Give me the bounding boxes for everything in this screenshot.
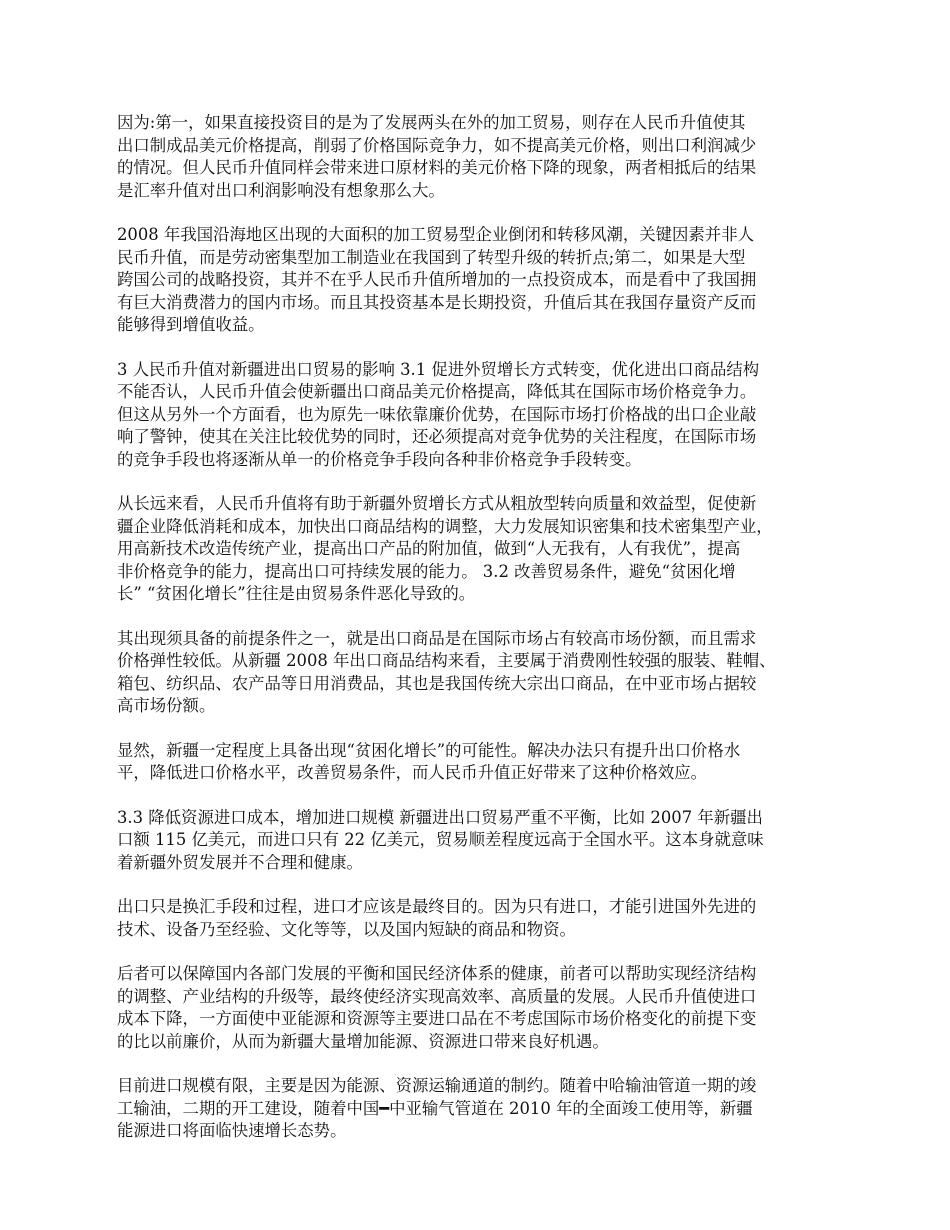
paragraph-8: 出口只是换汇手段和过程，进口才应该是最终目的。因为只有进口，才能引进国外先进的 技术、设备乃至经验、文化等等，以及国内短缺的商品和物资。 <box>117 897 757 939</box>
paragraph-4: 从长远来看，人民币升值将有助于新疆外贸增长方式从粗放型转向质量和效益型，促使新 疆企业降低消耗和成本，加快出口商品结构的调整，大力发展知识密集和技术密集型产业， 用高新技术改造传统产业，提高出口产品的附加值，做到“人无我有，人有我优”，提高 非价格竞争的能力，提高出口可持续发展的能力。 3.2 改善贸易条件，避免“贫困化增 长” “贫困化增长”往往是由贸易条件恶化导致的。 <box>117 494 773 603</box>
paragraph-10: 目前进口规模有限，主要是因为能源、资源运输通道的制约。随着中哈输油管道一期的竣 工输油，二期的开工建设，随着中国━中亚输气管道在 2010 年的全面竣工使用等，新疆 能源进口将面临快速增长态势。 <box>117 1076 757 1140</box>
paragraph-1: 因为:第一，如果直接投资目的是为了发展两头在外的加工贸易，则存在人民币升值使其 出口制成品美元价格提高，削弱了价格国际竞争力，如不提高美元价格，则出口利润减少 的情况。但人民币升值同样会带来进口原材料的美元价格下降的现象，两者相抵后的结果 是汇率升值对出口利润影响没有想象那么大。 <box>117 113 757 200</box>
paragraph-5: 其出现须具备的前提条件之一，就是出口商品是在国际市场占有较高市场份额，而且需求 价格弹性较低。从新疆 2008 年出口商品结构来看，主要属于消费刚性较强的服装、鞋帽、 箱包、纺织品、农产品等日用消费品，其也是我国传统大宗出口商品，在中亚市场占据较 高市场份额。 <box>117 628 776 715</box>
paragraph-6: 显然，新疆一定程度上具备出现“贫困化增长”的可能性。解决办法只有提升出口价格水 平，降低进口价格水平，改善贸易条件，而人民币升值正好带来了这种价格效应。 <box>117 740 741 782</box>
paragraph-2: 2008 年我国沿海地区出现的大面积的加工贸易型企业倒闭和转移风潮，关键因素并非人 民币升值，而是劳动密集型加工制造业在我国到了转型升级的转折点;第二，如果是大型 跨国公司的战略投资，其并不在乎人民币升值所增加的一点投资成本，而是看中了我国拥 有巨大消费潜力的国内市场。而且其投资基本是长期投资，升值后其在我国存量资产反而 能够得到增值收益。 <box>117 225 757 334</box>
paragraph-3: 3 人民币升值对新疆进出口贸易的影响 3.1 促进外贸增长方式转变，优化进出口商品结构 不能否认，人民币升值会使新疆出口商品美元价格提高，降低其在国际市场价格竞争力。 但这从另外一个方面看，也为原先一味依靠廉价优势，在国际市场打价格战的出口企业敲 响了警钟，使其在关注比较优势的同时，还必须提高对竞争优势的关注程度，在国际市场 的竞争手段也将逐渐从单一的价格竞争手段向各种非价格竞争手段转变。 <box>117 359 760 469</box>
paragraph-7: 3.3 降低资源进口成本，增加进口规模 新疆进出口贸易严重不平衡，比如 2007 年新疆出 口额 115 亿美元，而进口只有 22 亿美元，贸易顺差程度远高于全国水平。这本身就意味 着新疆外贸发展并不合理和健康。 <box>117 807 764 872</box>
paragraph-9: 后者可以保障国内各部门发展的平衡和国民经济体系的健康，前者可以帮助实现经济结构 的调整、产业结构的升级等，最终使经济实现高效率、高质量的发展。人民币升值使进口 成本下降，一方面使中亚能源和资源等主要进口品在不考虑国际市场价格变化的前提下变 的比以前廉价，从而为新疆大量增加能源、资源进口带来良好机遇。 <box>117 964 757 1051</box>
